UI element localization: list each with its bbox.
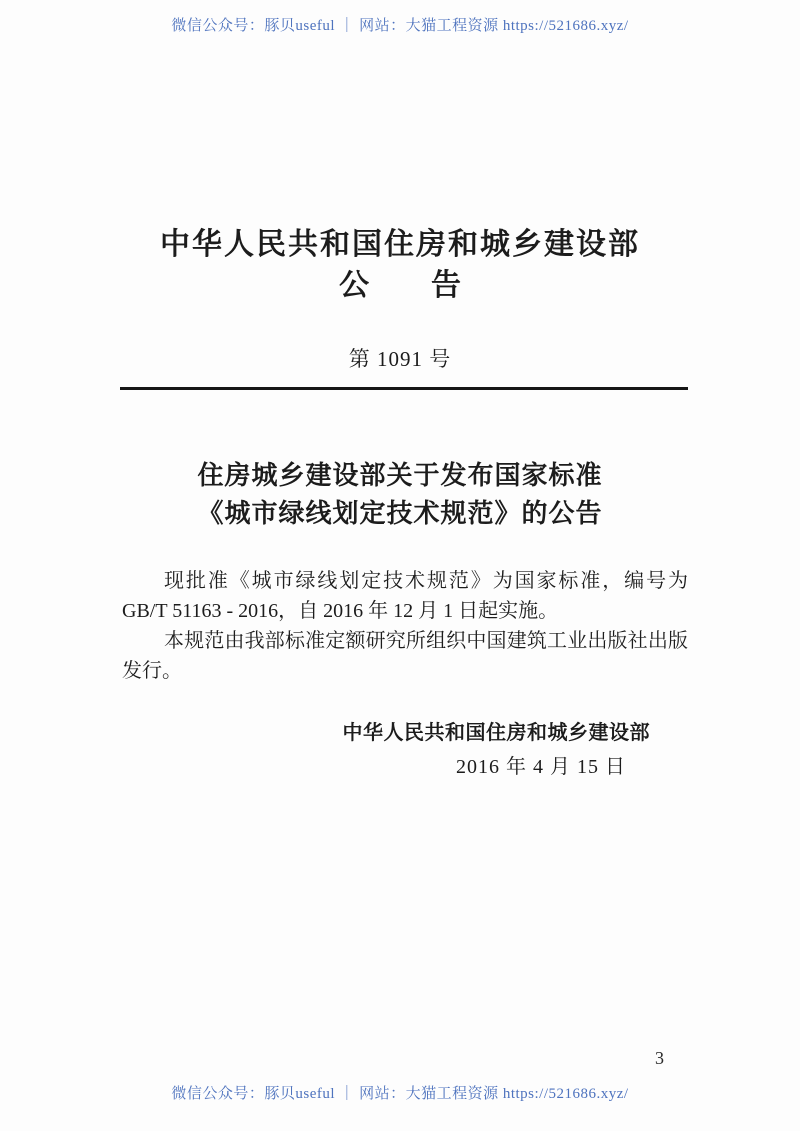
date-line: 2016 年 4 月 15 日 <box>456 756 626 778</box>
notice-title <box>0 260 800 304</box>
authority-title: 中华人民共和国住房和城乡建设部 <box>160 228 640 261</box>
notice-char-right: 告 <box>431 269 461 302</box>
subtitle-line-2: 《城市绿线划定技术规范》的公告 <box>197 499 603 528</box>
watermark-top: 微信公众号：豚贝useful ｜ 网站：大猫工程资源 https://521686.xyz/ <box>171 18 629 34</box>
title-divider-rule <box>120 387 688 390</box>
watermark-bottom: 微信公众号：豚贝useful ｜ 网站：大猫工程资源 https://521686.xyz/ <box>171 1086 629 1102</box>
body-paragraph-1: 现批准《城市绿线划定技术规范》为国家标准，编号为GB/T 51163 - 2016，自 2016 年 12 月 1 日起实施。 <box>122 570 688 622</box>
announcement-body <box>122 566 688 686</box>
signature-line: 中华人民共和国住房和城乡建设部 <box>342 722 650 744</box>
document-number: 第 1091 号 <box>348 347 452 371</box>
body-paragraph-2: 本规范由我部标准定额研究所组织中国建筑工业出版社出版发行。 <box>122 630 688 682</box>
subtitle-line-1: 住房城乡建设部关于发布国家标准 <box>197 461 603 490</box>
page-number: 3 <box>655 1048 664 1068</box>
notice-char-left: 公 <box>339 269 369 302</box>
